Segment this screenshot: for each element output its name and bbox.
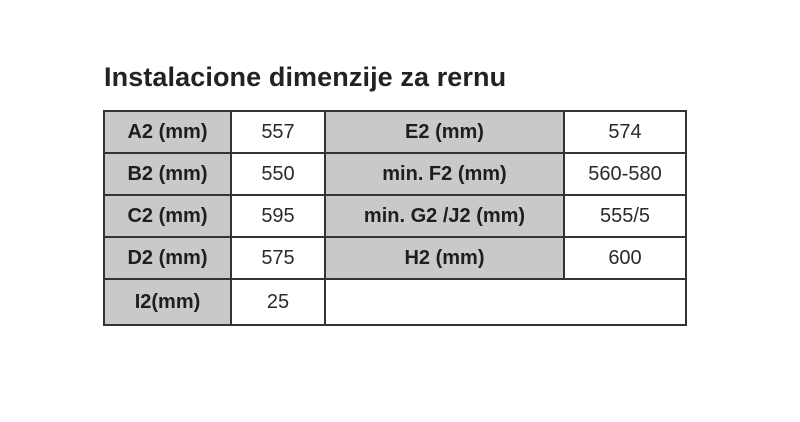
dimension-label-i2: I2(mm) — [104, 279, 231, 325]
dimension-value-g2-j2: 555/5 — [564, 195, 686, 237]
dimension-label-b2: B2 (mm) — [104, 153, 231, 195]
dimension-value-e2: 574 — [564, 111, 686, 153]
dimension-label-e2: E2 (mm) — [325, 111, 564, 153]
dimension-label-a2: A2 (mm) — [104, 111, 231, 153]
dimension-value-b2: 550 — [231, 153, 325, 195]
page-title: Instalacione dimenzije za rernu — [104, 62, 507, 92]
table-row — [104, 195, 686, 237]
dimension-value-i2: 25 — [231, 279, 325, 325]
dimensions-table — [103, 110, 687, 326]
dimension-value-a2: 557 — [231, 111, 325, 153]
dimension-label-g2-j2: min. G2 /J2 (mm) — [325, 195, 564, 237]
table-row — [104, 279, 686, 325]
table-row — [104, 111, 686, 153]
dimension-label-d2: D2 (mm) — [104, 237, 231, 279]
table-row — [104, 237, 686, 279]
dimension-value-h2: 600 — [564, 237, 686, 279]
table-row — [104, 153, 686, 195]
dimension-label-f2: min. F2 (mm) — [325, 153, 564, 195]
dimension-label-h2: H2 (mm) — [325, 237, 564, 279]
dimension-value-c2: 595 — [231, 195, 325, 237]
dimension-value-f2: 560-580 — [564, 153, 686, 195]
dimension-label-c2: C2 (mm) — [104, 195, 231, 237]
dimension-value-d2: 575 — [231, 237, 325, 279]
empty-cell — [325, 279, 686, 325]
